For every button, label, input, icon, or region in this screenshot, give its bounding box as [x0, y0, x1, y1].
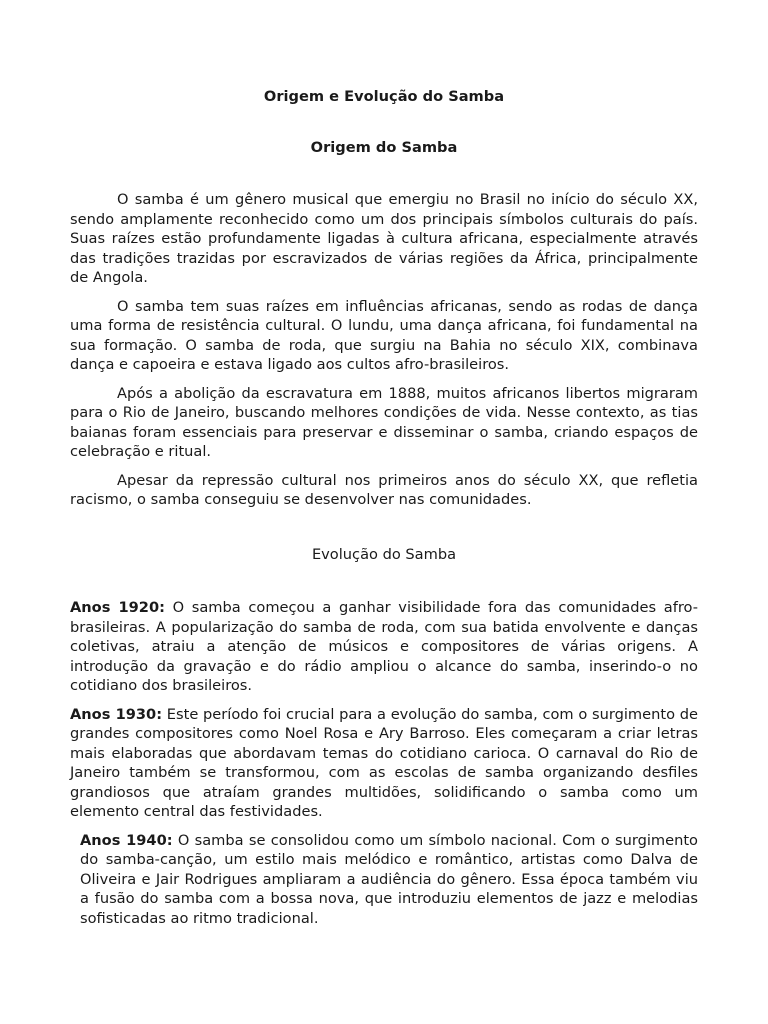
origin-paragraph-3: Após a abolição da escravatura em 1888, muitos africanos libertos migraram para o Rio de Janeiro, buscando melhores condições de vida. Nesse contexto, as tias baianas foram essenciais para preservar e disseminar o samba, criando espaços de celebração e ritual. [70, 384, 698, 460]
evolution-heading: Evolução do Samba [311, 546, 457, 563]
origin-heading: Origem do Samba [310, 139, 458, 156]
decade-label-1930: Anos 1930: [70, 705, 163, 723]
decade-paragraph-1920 [70, 598, 698, 696]
decade-paragraph-1930 [70, 705, 698, 822]
decade-text-1940: O samba se consolidou como um símbolo nacional. Com o surgimento do samba-canção, um estilo mais melódico e romântico, artistas como Dalva de Oliveira e Jair Rodrigues ampliaram a audiência do gênero. Essa época também viu a fusão do samba com a bossa nova, que introduziu elementos de jazz e melodias sofisticadas ao ritmo tradicional. [80, 831, 698, 927]
decade-text-1930: Este período foi crucial para a evolução do samba, com o surgimento de grandes compositores como Noel Rosa e Ary Barroso. Eles começaram a criar letras mais elaboradas que abordavam temas do cotidiano carioca. O carnaval do Rio de Janeiro também se transformou, com as escolas de samba organizando desfiles grandiosos que atraíam grandes multidões, solidificando o samba como um elemento central das festividades. [70, 705, 698, 820]
origin-section [70, 190, 698, 519]
decade-label-1940: Anos 1940: [80, 831, 173, 849]
decade-text-1920: O samba começou a ganhar visibilidade fora das comunidades afro-brasileiras. A popularização do samba de roda, com sua batida envolvente e danças coletivas, atraiu a atenção de músicos e compositores de várias origens. A introdução da gravação e do rádio ampliou o alcance do samba, inserindo-o no cotidiano dos brasileiros. [70, 599, 698, 694]
document-title: Origem e Evolução do Samba [263, 88, 505, 105]
evolution-section [70, 598, 698, 937]
decade-label-1920: Anos 1920: [70, 599, 165, 616]
decade-paragraph-1940 [70, 831, 698, 929]
origin-paragraph-1: O samba é um gênero musical que emergiu no Brasil no início do século XX, sendo amplamente reconhecido como um dos principais símbolos culturais do país. Suas raízes estão profundamente ligadas à cultura africana, especialmente através das tradições trazidas por escravizados de várias regiões da África, principalmente de Angola. [70, 191, 698, 286]
origin-paragraph-4: Apesar da repressão cultural nos primeiros anos do século XX, que refletia racismo, o samba conseguiu se desenvolver nas comunidades. [70, 471, 698, 508]
document-page [70, 0, 698, 1024]
origin-paragraph-2: O samba tem suas raízes em influências africanas, sendo as rodas de dança uma forma de resistência cultural. O lundu, uma dança africana, foi fundamental na sua formação. O samba de roda, que surgiu na Bahia no século XIX, combinava dança e capoeira e estava ligado aos cultos afro-brasileiros. [70, 297, 698, 373]
